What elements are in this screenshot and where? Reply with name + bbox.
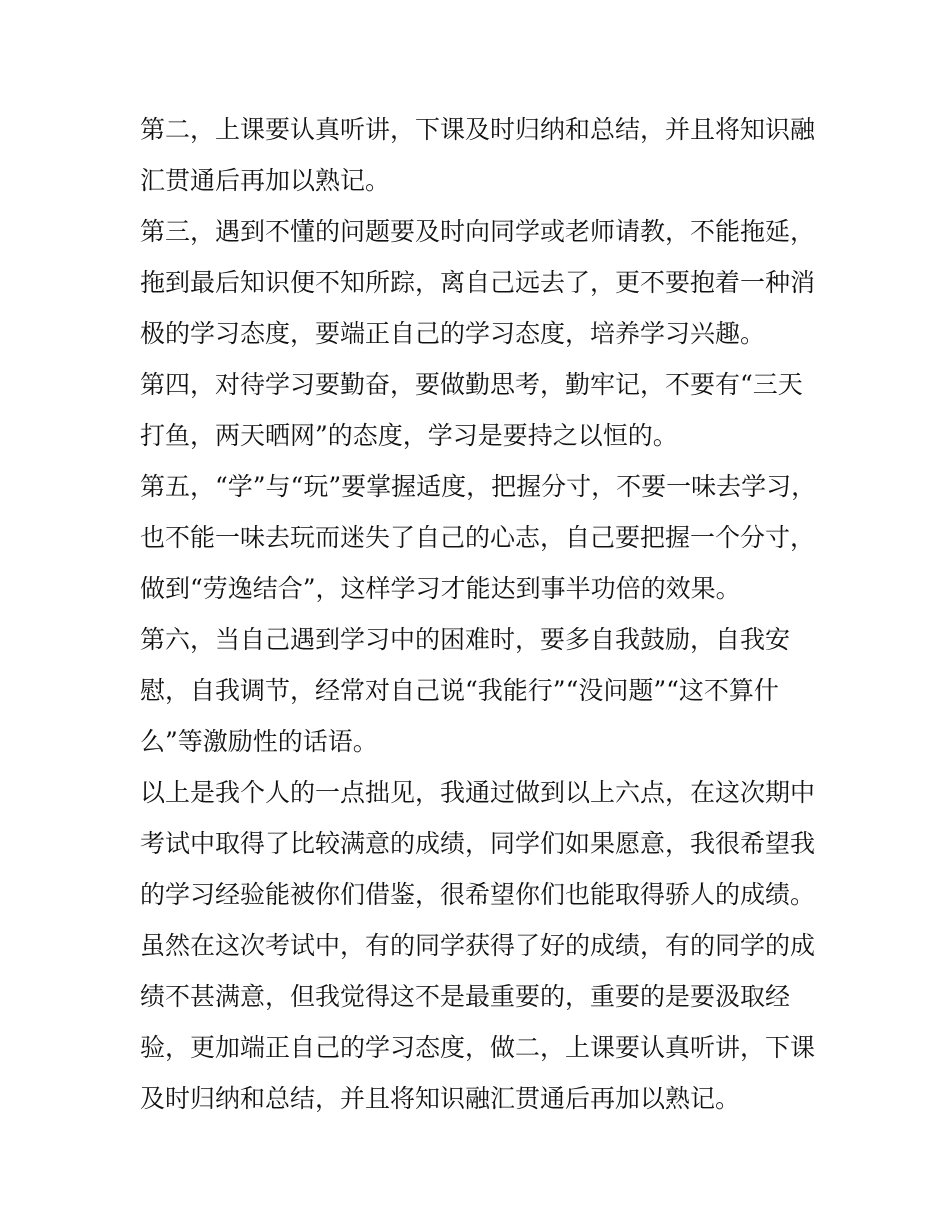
text-line: 第三，遇到不懂的问题要及时向同学或老师请教，不能拖延， — [140, 217, 816, 246]
text-line: 绩不甚满意，但我觉得这不是最重要的，重要的是要汲取经 — [140, 982, 791, 1011]
text-line: 第六，当自己遇到学习中的困难时，要多自我鼓励，自我安 — [140, 625, 791, 654]
text-line: 的学习经验能被你们借鉴，很希望你们也能取得骄人的成绩。 — [140, 880, 816, 909]
text-line: 慰，自我调节，经常对自己说“我能行”“没问题”“这不算什 — [140, 676, 779, 705]
text-line: 么”等激励性的话语。 — [140, 727, 378, 756]
text-line: 及时归纳和总结，并且将知识融汇贯通后再加以熟记。 — [140, 1084, 741, 1113]
text-line: 虽然在这次考试中，有的同学获得了好的成绩，有的同学的成 — [140, 931, 816, 960]
text-line: 拖到最后知识便不知所踪，离自己远去了，更不要抱着一种消 — [140, 268, 816, 297]
text-line: 考试中取得了比较满意的成绩，同学们如果愿意，我很希望我 — [140, 829, 816, 858]
text-line: 打鱼，两天晒网”的态度，学习是要持之以恒的。 — [140, 421, 678, 450]
text-line: 以上是我个人的一点拙见，我通过做到以上六点，在这次期中 — [140, 778, 816, 807]
text-line: 第二，上课要认真听讲，下课及时归纳和总结，并且将知识融 — [140, 115, 816, 144]
text-line: 也不能一味去玩而迷失了自己的心志，自己要把握一个分寸， — [140, 523, 816, 552]
text-line: 第四，对待学习要勤奋，要做勤思考，勤牢记，不要有“三天 — [140, 370, 803, 399]
text-line: 汇贯通后再加以熟记。 — [140, 166, 391, 195]
text-line: 做到“劳逸结合”，这样学习才能达到事半功倍的效果。 — [140, 574, 741, 603]
document-body — [140, 104, 820, 1124]
text-line: 极的学习态度，要端正自己的学习态度，培养学习兴趣。 — [140, 319, 766, 348]
text-line: 验，更加端正自己的学习态度，做二，上课要认真听讲，下课 — [140, 1033, 816, 1062]
text-line: 第五，“学”与“玩”要掌握适度，把握分寸，不要一味去学习， — [140, 472, 817, 501]
